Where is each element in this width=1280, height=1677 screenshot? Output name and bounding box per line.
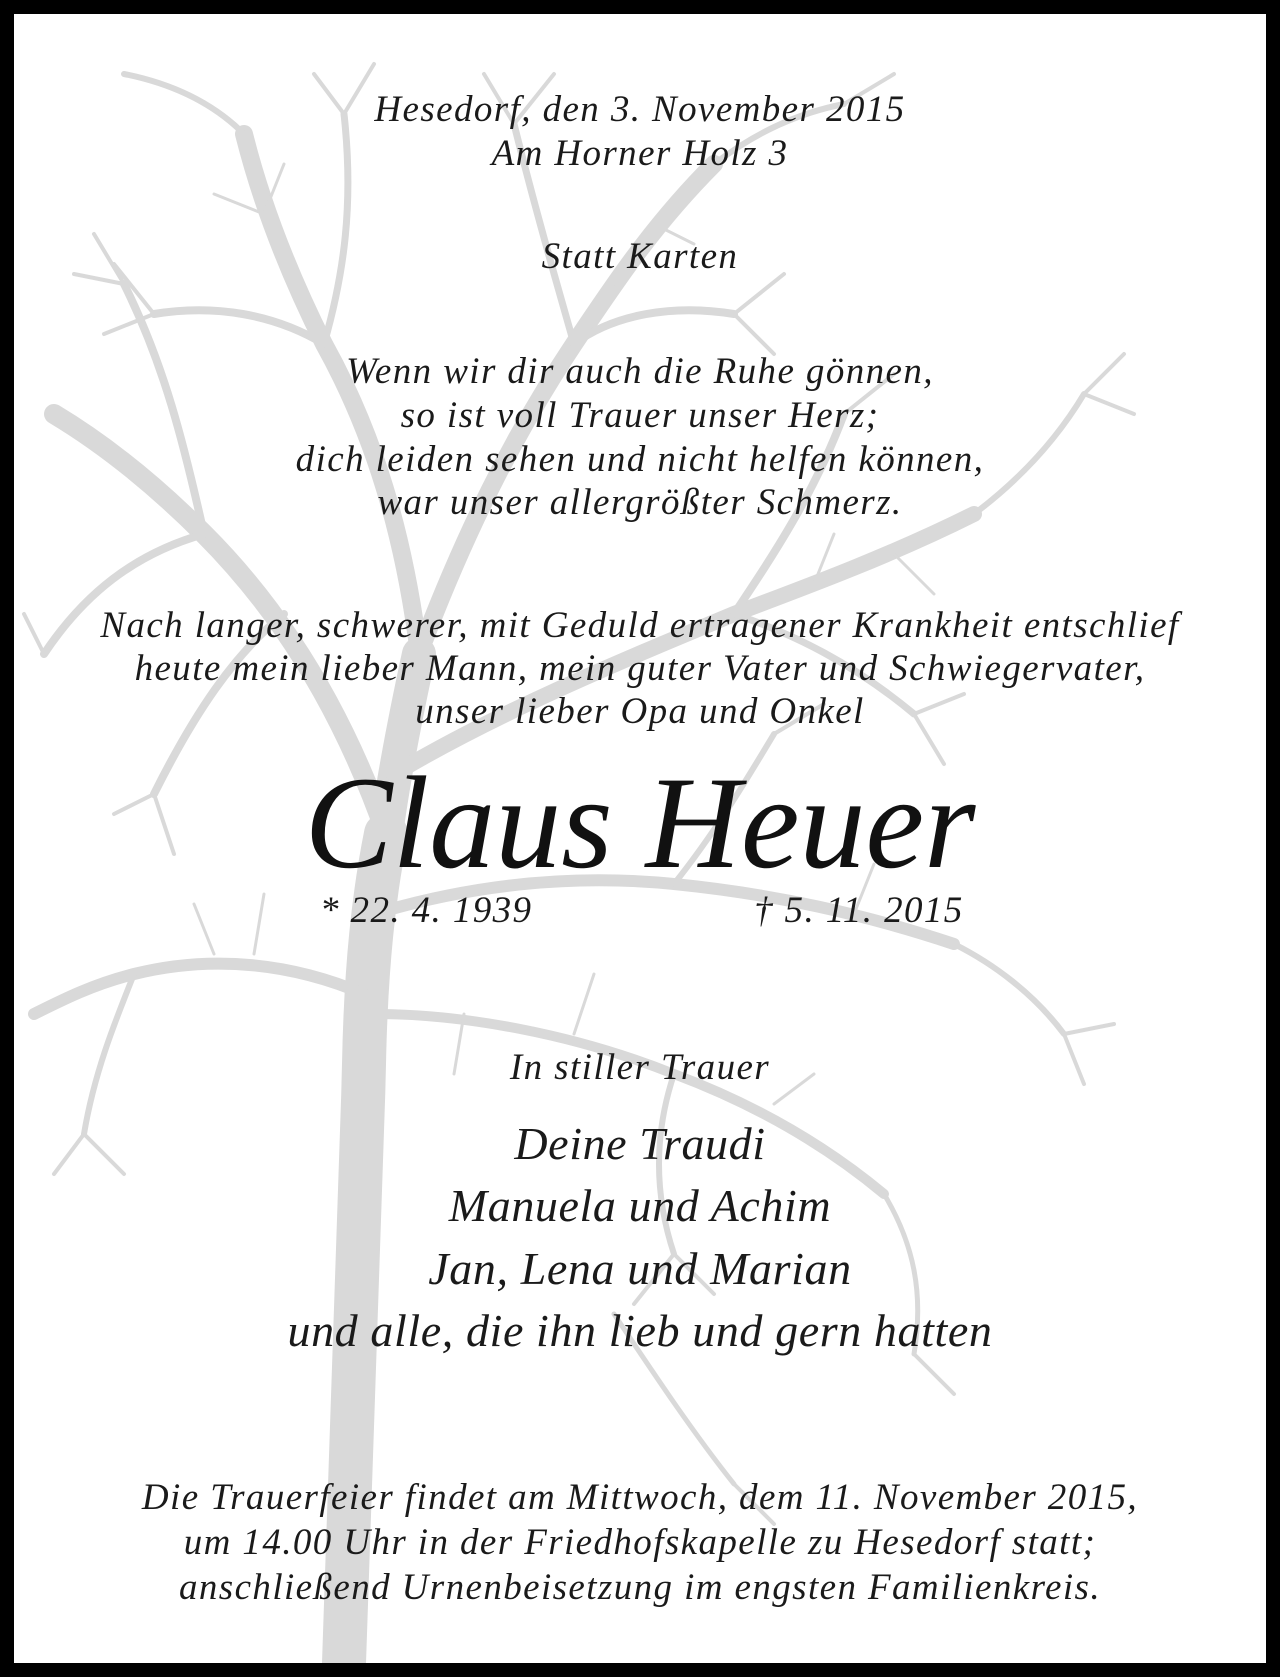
notice-type: Statt Karten [541,236,739,277]
poem-line: Wenn wir dir auch die Ruhe gönnen, [346,351,934,392]
funeral-info-line: um 14.00 Uhr in der Friedhofskapelle zu Hesedorf statt; [183,1522,1097,1563]
poem-line: war unser allergrößter Schmerz. [377,482,903,523]
announcement-line: Nach langer, schwerer, mit Geduld ertragener Krankheit entschlief [100,605,1180,646]
mourner-line: Jan, Lena und Marian [428,1243,852,1294]
poem-line: so ist voll Trauer unser Herz; [400,395,880,436]
mourning-intro: In stiller Trauer [509,1047,771,1088]
address: Am Horner Holz 3 [491,133,789,174]
funeral-info-line: anschließend Urnenbeisetzung im engsten Familienkreis. [179,1567,1101,1608]
notice-content [14,14,1266,1663]
birth-date: * 22. 4. 1939 [320,890,533,931]
mourner-line: Manuela und Achim [448,1180,832,1231]
announcement-line: unser lieber Opa und Onkel [415,691,865,732]
deceased-name: Claus Heuer [304,749,976,896]
mourner-line: Deine Traudi [514,1118,766,1169]
funeral-info-line: Die Trauerfeier findet am Mittwoch, dem 11. November 2015, [141,1477,1139,1518]
announcement-line: heute mein lieber Mann, mein guter Vater und Schwiegervater, [134,648,1146,689]
place-date: Hesedorf, den 3. November 2015 [374,89,906,130]
mourner-line: und alle, die ihn lieb und gern hatten [287,1305,993,1356]
death-date: † 5. 11. 2015 [754,890,964,931]
poem-line: dich leiden sehen und nicht helfen können, [295,439,985,480]
